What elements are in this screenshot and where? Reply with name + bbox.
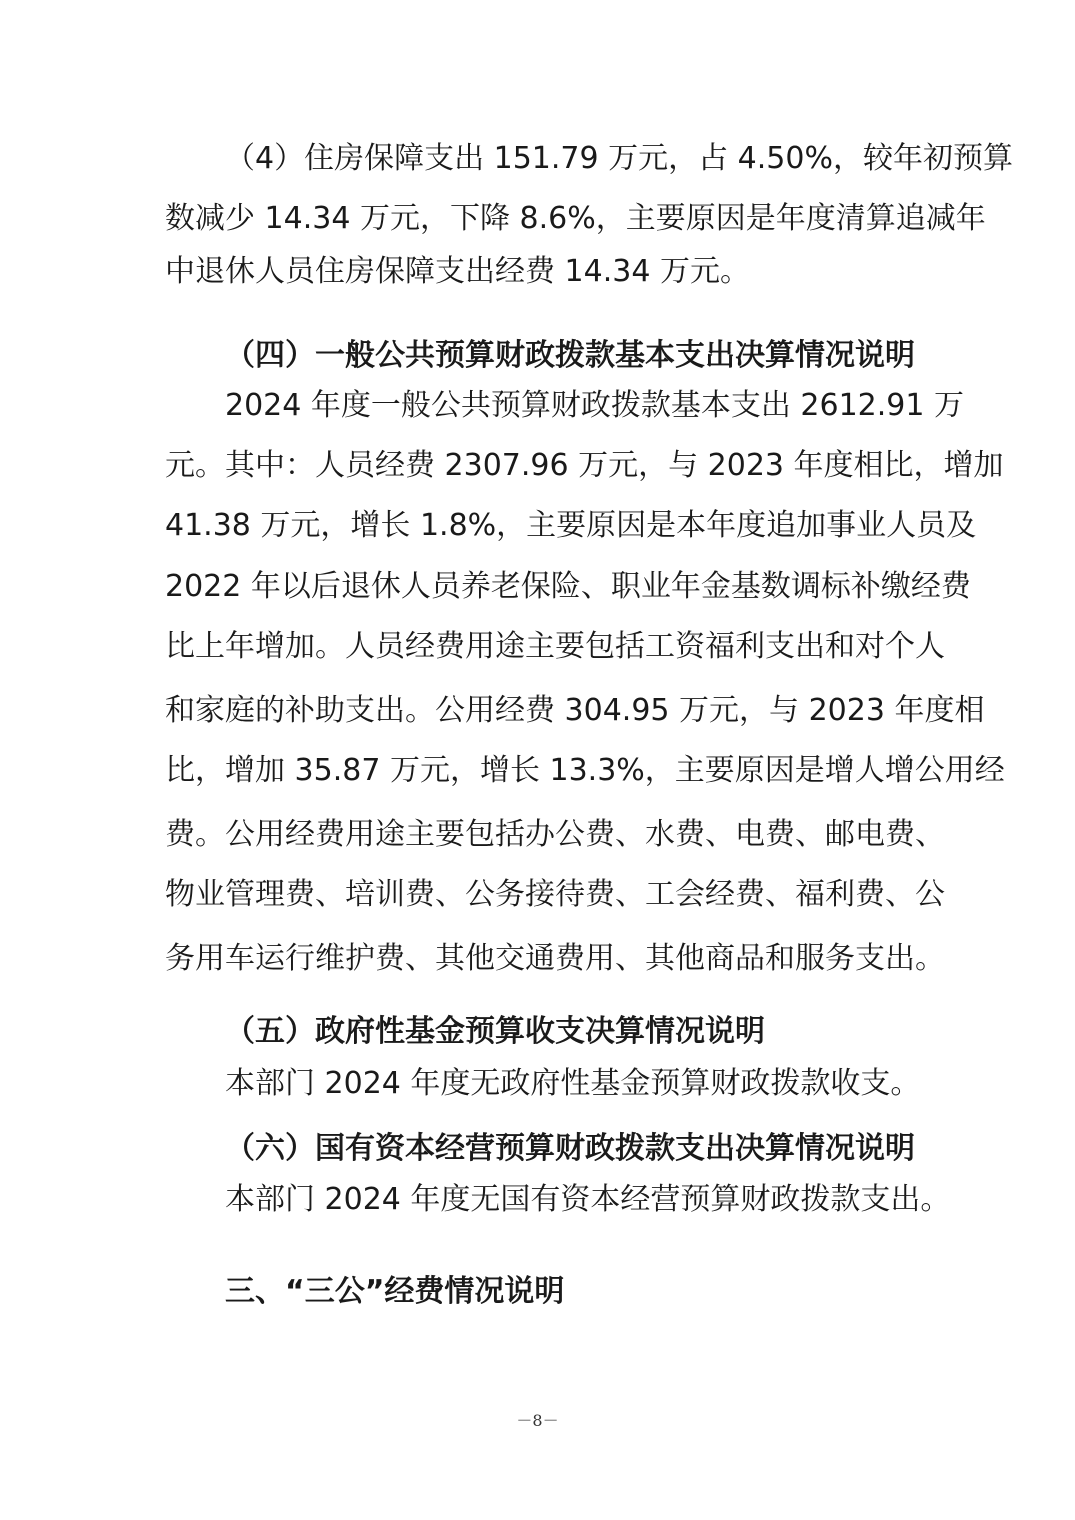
paragraph-line: 比上年增加。人员经费用途主要包括工资福利支出和对个人 xyxy=(165,629,945,664)
paragraph-line: 中退休人员住房保障支出经费 14.34 万元。 xyxy=(165,254,750,289)
chapter-heading: 三、“三公”经费情况说明 xyxy=(225,1274,565,1309)
paragraph-line: 务用车运行维护费、其他交通费用、其他商品和服务支出。 xyxy=(165,941,945,976)
paragraph-line: 2024 年度一般公共预算财政拨款基本支出 2612.91 万 xyxy=(225,388,965,423)
paragraph-line: 费。公用经费用途主要包括办公费、水费、电费、邮电费、 xyxy=(165,817,945,852)
paragraph-line: 比，增加 35.87 万元，增长 13.3%，主要原因是增人增公用经 xyxy=(165,753,1005,788)
page-number: －8－ xyxy=(516,1411,559,1430)
section-heading: （五）政府性基金预算收支决算情况说明 xyxy=(225,1014,765,1049)
section-heading: （四）一般公共预算财政拨款基本支出决算情况说明 xyxy=(225,338,915,373)
paragraph-line: 本部门 2024 年度无政府性基金预算财政拨款收支。 xyxy=(225,1066,921,1101)
paragraph-line: 41.38 万元，增长 1.8%，主要原因是本年度追加事业人员及 xyxy=(165,508,977,543)
section-heading: （六）国有资本经营预算财政拨款支出决算情况说明 xyxy=(225,1131,915,1166)
paragraph-line: 物业管理费、培训费、公务接待费、工会经费、福利费、公 xyxy=(165,877,945,912)
paragraph-line: 数减少 14.34 万元，下降 8.6%，主要原因是年度清算追减年 xyxy=(165,201,986,236)
paragraph-line: 和家庭的补助支出。公用经费 304.95 万元，与 2023 年度相 xyxy=(165,693,985,728)
paragraph-line: （4）住房保障支出 151.79 万元，占 4.50%，较年初预算 xyxy=(225,141,1013,176)
paragraph-line: 2022 年以后退休人员养老保险、职业年金基数调标补缴经费 xyxy=(165,569,971,604)
paragraph-line: 元。其中：人员经费 2307.96 万元，与 2023 年度相比，增加 xyxy=(165,448,1004,483)
paragraph-line: 本部门 2024 年度无国有资本经营预算财政拨款支出。 xyxy=(225,1182,951,1217)
